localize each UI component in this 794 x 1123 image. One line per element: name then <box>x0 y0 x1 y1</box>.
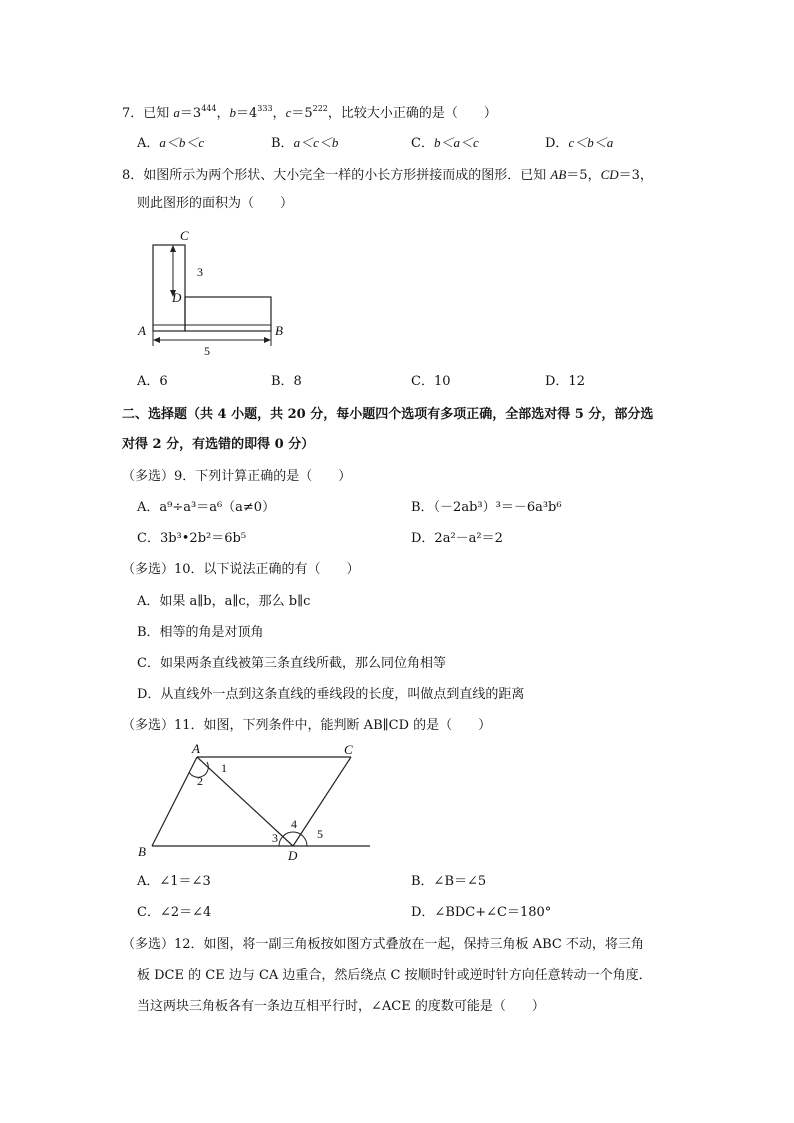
q11-angle-3: 3 <box>272 831 278 845</box>
q10-stem: （多选）10．以下说法正确的有（ ） <box>122 562 360 577</box>
q7-option-c: C．b＜a＜c <box>411 135 479 151</box>
q10-option-a: A．如果 a∥b，a∥c，那么 b∥c <box>137 594 311 609</box>
q12-stem-line2: 板 DCE 的 CE 边与 CA 边重合，然后绕点 C 按顺时针或逆时针方向任意转动一个角度． <box>137 968 652 983</box>
q11-angle-4: 4 <box>291 817 297 831</box>
q10-option-d: D．从直线外一点到这条直线的垂线段的长度，叫做点到直线的距离 <box>137 687 525 702</box>
q11-label-b: B <box>138 844 146 859</box>
q9-option-b: B．（－2ab³）³＝－6a³b⁶ <box>411 500 562 515</box>
q11-line-ad <box>197 757 293 846</box>
q8-label-d: D <box>172 290 182 305</box>
q11-label-a: A <box>192 741 200 756</box>
q11-angle-2: 2 <box>197 774 203 788</box>
q7-option-a: A．a＜b＜c <box>137 135 205 151</box>
q11-option-d: D．∠BDC+∠C＝180° <box>411 905 552 920</box>
section2-heading-line2: 对得 2 分，有选错的即得 0 分） <box>122 437 315 452</box>
q8-length-ab: 5 <box>204 344 210 358</box>
q12-stem-line1: （多选）12．如图，将一副三角板按如图方式叠放在一起，保持三角板 ABC 不动，将三角 <box>122 937 644 952</box>
q11-figure <box>130 740 380 865</box>
q8-length-cd: 3 <box>197 265 203 279</box>
q8-rect-horizontal <box>185 297 271 331</box>
q8-figure <box>130 225 300 365</box>
q7-option-b: B．a＜c＜b <box>271 135 339 151</box>
q9-stem: （多选）9．下列计算正确的是（ ） <box>122 469 352 484</box>
q11-stem: （多选）11．如图，下列条件中，能判断 AB∥CD 的是（ ） <box>122 718 492 733</box>
q8-option-d: D．12 <box>545 374 585 389</box>
q11-option-b: B．∠B＝∠5 <box>411 874 487 889</box>
q7-option-d: D．c＜b＜a <box>545 135 614 151</box>
q8-label-c: C <box>180 228 189 243</box>
q10-option-c: C．如果两条直线被第三条直线所截，那么同位角相等 <box>137 656 446 671</box>
q11-option-c: C．∠2＝∠4 <box>137 905 212 920</box>
section2-heading-line1: 二、选择题（共 4 小题，共 20 分，每小题四个选项有多项正确，全部选对得 5 分，部分选 <box>122 407 654 422</box>
q7-stem: 7．已知 $a=3^{444}$，$b=4^{333}$，$c=5^{222}$，比较大小正确的是（ ） <box>122 104 497 121</box>
q8-label-a: A <box>138 323 146 338</box>
q8-label-b: B <box>275 323 283 338</box>
q11-line-ab <box>152 757 197 846</box>
q10-option-b: B．相等的角是对顶角 <box>137 625 264 640</box>
q11-angle-1: 1 <box>221 761 227 775</box>
q11-label-c: C <box>344 742 353 757</box>
q12-stem-line3: 当这两块三角板各有一条边互相平行时，∠ACE 的度数可能是（ ） <box>137 999 545 1014</box>
q11-label-d: D <box>288 848 298 863</box>
q8-option-a: A．6 <box>137 374 168 389</box>
q11-angle-5: 5 <box>317 827 323 841</box>
q8-option-c: C．10 <box>411 374 451 389</box>
q9-option-c: C．3b³•2b²＝6b⁵ <box>137 531 247 546</box>
q8-stem-line1: 8．如图所示为两个形状、大小完全一样的小长方形拼接而成的图形．已知 AB＝5，CD＝3， <box>122 167 653 183</box>
q8-option-b: B．8 <box>271 374 302 389</box>
q11-option-a: A．∠1＝∠3 <box>137 874 211 889</box>
q9-option-d: D．2a²－a²＝2 <box>411 531 503 546</box>
q11-arc-angle-d <box>279 832 307 846</box>
q8-stem-line2: 则此图形的面积为（ ） <box>137 196 294 211</box>
q8-rect-vertical <box>153 245 185 331</box>
q9-option-a: A．a⁹÷a³＝a⁶（a≠0） <box>137 500 276 515</box>
